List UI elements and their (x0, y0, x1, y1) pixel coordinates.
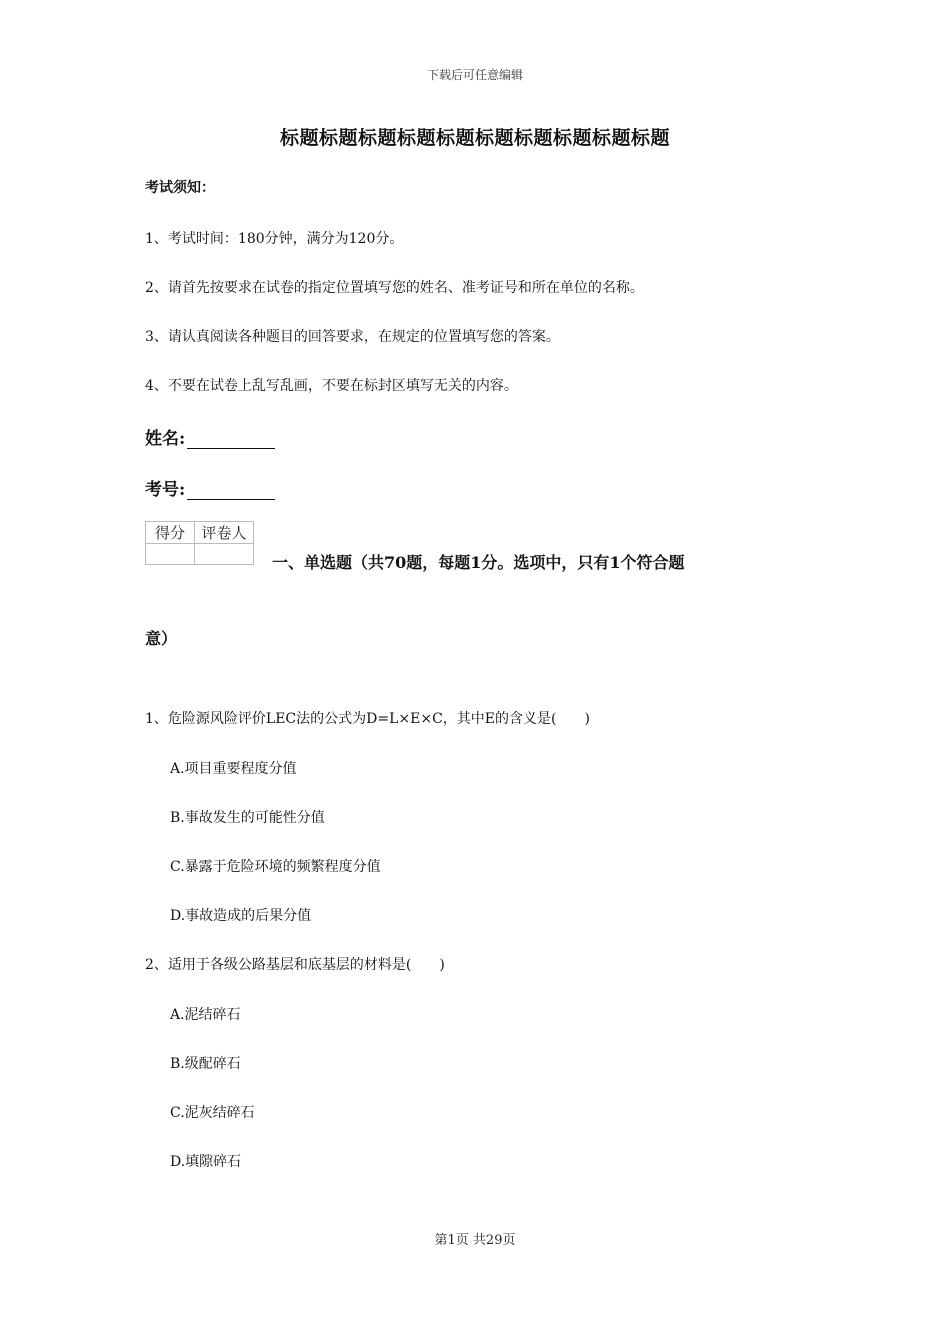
question-1-option-d: D.事故造成的后果分值 (170, 908, 312, 924)
score-table (145, 521, 254, 565)
grader-header: 评卷人 (195, 522, 254, 544)
name-field (145, 424, 275, 449)
question-2-option-c: C.泥灰结碎石 (170, 1105, 255, 1121)
exam-number-label: 考号: (145, 480, 186, 500)
name-label: 姓名: (145, 429, 186, 449)
question-2-option-a: A.泥结碎石 (170, 1007, 241, 1023)
question-2: 2、适用于各级公路基层和底基层的材料是( ) (145, 957, 445, 973)
notice-heading: 考试须知： (145, 180, 215, 196)
notice-item-4: 4、不要在试卷上乱写乱画，不要在标封区填写无关的内容。 (145, 378, 518, 394)
document-title: 标题标题标题标题标题标题标题标题标题标题 (279, 127, 670, 149)
score-cell (146, 544, 195, 565)
notice-item-3: 3、请认真阅读各种题目的回答要求，在规定的位置填写您的答案。 (145, 329, 560, 345)
header-note: 下载后可任意编辑 (426, 68, 523, 82)
question-1: 1、危险源风险评价LEC法的公式为D=L×E×C，其中E的含义是( ) (145, 711, 590, 727)
notice-item-2: 2、请首先按要求在试卷的指定位置填写您的姓名、准考证号和所在单位的名称。 (145, 280, 644, 296)
name-blank-line[interactable] (187, 430, 275, 449)
exam-number-blank-line[interactable] (187, 481, 275, 500)
notice-item-1: 1、考试时间：180分钟，满分为120分。 (145, 231, 404, 247)
page-footer: 第1页 共29页 (434, 1233, 516, 1248)
grader-cell (195, 544, 254, 565)
question-2-option-b: B.级配碎石 (170, 1056, 241, 1072)
section-title-line2: 意） (145, 629, 178, 648)
exam-number-field (145, 475, 275, 500)
question-2-option-d: D.填隙碎石 (170, 1154, 242, 1170)
score-header: 得分 (146, 522, 195, 544)
question-1-option-b: B.事故发生的可能性分值 (170, 810, 325, 826)
question-1-option-a: A.项目重要程度分值 (170, 761, 297, 777)
question-1-option-c: C.暴露于危险环境的频繁程度分值 (170, 859, 381, 875)
section-title-line1: 一、单选题（共70题，每题1分。选项中，只有1个符合题 (272, 553, 685, 572)
